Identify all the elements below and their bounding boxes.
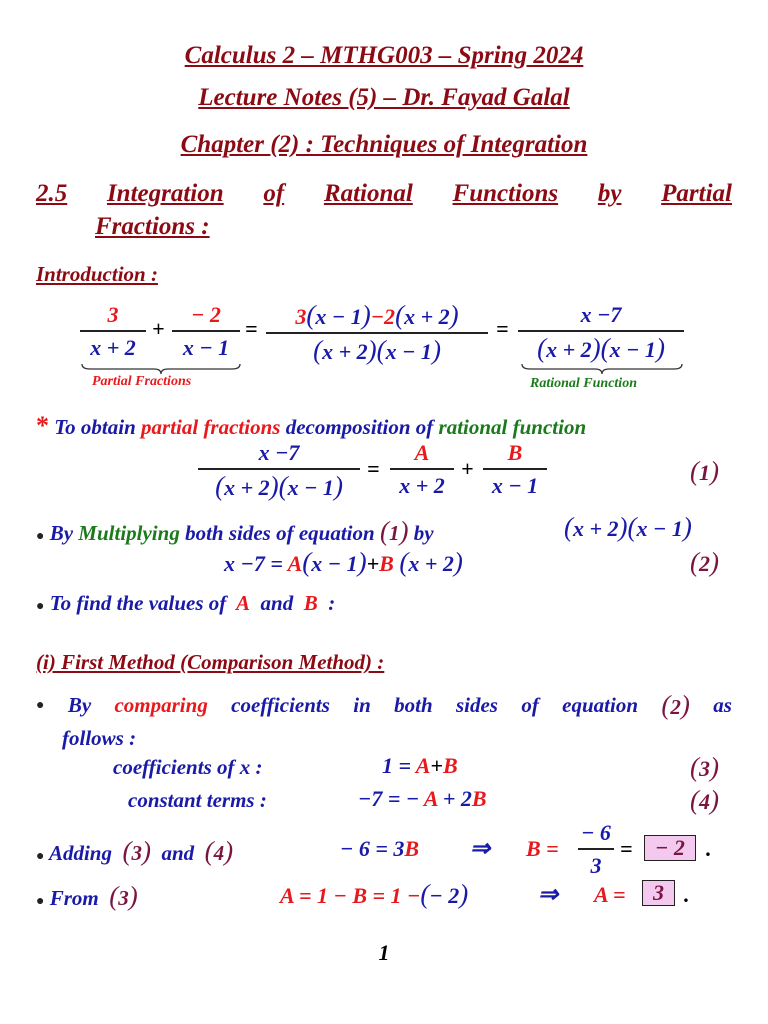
section-word: of [263, 180, 285, 207]
equation-number-1: (1) [690, 456, 719, 486]
period: . [684, 882, 690, 907]
adding-line: ● Adding (3) and (4) [36, 836, 234, 866]
intro-frac-3 [266, 300, 488, 368]
section-word: by [597, 180, 622, 207]
frac-denominator: (x + 2)(x − 1) [215, 470, 343, 501]
frac-denominator: (x + 2)(x − 1) [537, 332, 665, 363]
equation-4: −7 = − A + 2B [358, 786, 487, 811]
find-values-line: ● To find the values of A and B : [36, 591, 336, 615]
B-equals: B = [526, 836, 559, 861]
intro-frac-1 [80, 300, 146, 364]
section-word: Functions [452, 180, 559, 207]
frac-numerator: x −7 [580, 302, 622, 327]
equals-sign: = [620, 836, 633, 861]
from-line: ● From (3) [36, 881, 138, 911]
frac-numerator: − 2 [191, 302, 221, 327]
section-word: Rational [323, 180, 413, 207]
chapter-title: Chapter (2) : Techniques of Integration [180, 131, 588, 158]
label-partial-fractions: Partial Fractions [92, 374, 192, 389]
result-B-box: − 2 [644, 835, 696, 861]
frac-denominator: x − 1 [491, 472, 539, 498]
frac-numerator: A [414, 440, 430, 465]
frac-denominator: 3 [590, 852, 602, 878]
equation-number-4: (4) [690, 785, 719, 815]
section-word: Partial [661, 180, 732, 207]
section-title-line2: Fractions : [95, 213, 210, 240]
adding-equation: − 6 = 3B [340, 836, 420, 861]
obtain-line: * To obtain partial fractions decomposition of rational function [36, 411, 587, 440]
frac-numerator: B [507, 440, 523, 465]
coef-label: coefficients of x : [113, 755, 263, 779]
obtain-lhs-frac [198, 438, 360, 504]
frac-numerator: x −7 [258, 440, 300, 465]
follows-text: follows : [62, 726, 137, 750]
intro-frac-2 [172, 300, 240, 364]
equals-sign: = [245, 316, 258, 341]
implies-arrow: ⇒ [470, 836, 491, 862]
frac-numerator: 3(x − 1)−2(x + 2) [295, 300, 459, 330]
page-number: 1 [378, 940, 390, 965]
frac-numerator: − 6 [581, 820, 611, 845]
equation-2: x −7 = A(x − 1)+B (x + 2) [224, 547, 463, 577]
brace-rational [520, 362, 684, 376]
course-title: Calculus 2 – MTHG003 – Spring 2024 [184, 42, 584, 69]
comparing-line: ● By comparing coefficients in both sides of equation (2) as [36, 690, 732, 720]
plus-sign: + [152, 316, 165, 341]
equals-sign: = [496, 316, 509, 341]
obtain-frac-A [390, 438, 454, 502]
lecture-title: Lecture Notes (5) – Dr. Fayad Galal [198, 84, 570, 111]
label-rational-function: Rational Function [530, 376, 637, 391]
result-A-box: 3 [642, 880, 675, 906]
multiply-line: ● By Multiplying both sides of equation (1) by [36, 516, 434, 546]
obtain-frac-B [483, 438, 547, 502]
section-title-line1 [36, 180, 732, 208]
multiply-factor: (x + 2)(x − 1) [564, 512, 692, 542]
equation-3: 1 = A+B [382, 753, 458, 778]
frac-numerator: 3 [107, 302, 119, 327]
section-word: Integration [106, 180, 224, 207]
method-heading: (i) First Method (Comparison Method) : [36, 650, 385, 674]
from-equation: A = 1 − B = 1 −(− 2) [280, 879, 469, 909]
period: . [706, 836, 712, 861]
frac-denominator: (x + 2)(x − 1) [313, 334, 441, 365]
const-label: constant terms : [128, 788, 267, 812]
frac-denominator: x + 2 [399, 472, 445, 498]
equation-number-2: (2) [690, 547, 719, 577]
frac-denominator: x + 2 [90, 334, 136, 360]
equals-sign: = [367, 456, 380, 481]
A-equals: A = [594, 882, 626, 907]
intro-heading: Introduction : [36, 262, 158, 286]
plus-sign: + [461, 456, 474, 481]
equation-number-3: (3) [690, 752, 719, 782]
implies-arrow: ⇒ [538, 882, 559, 908]
frac-denominator: x − 1 [182, 334, 230, 360]
adding-frac [578, 818, 614, 882]
intro-frac-4 [518, 300, 684, 366]
section-number: 2.5 [36, 180, 68, 207]
